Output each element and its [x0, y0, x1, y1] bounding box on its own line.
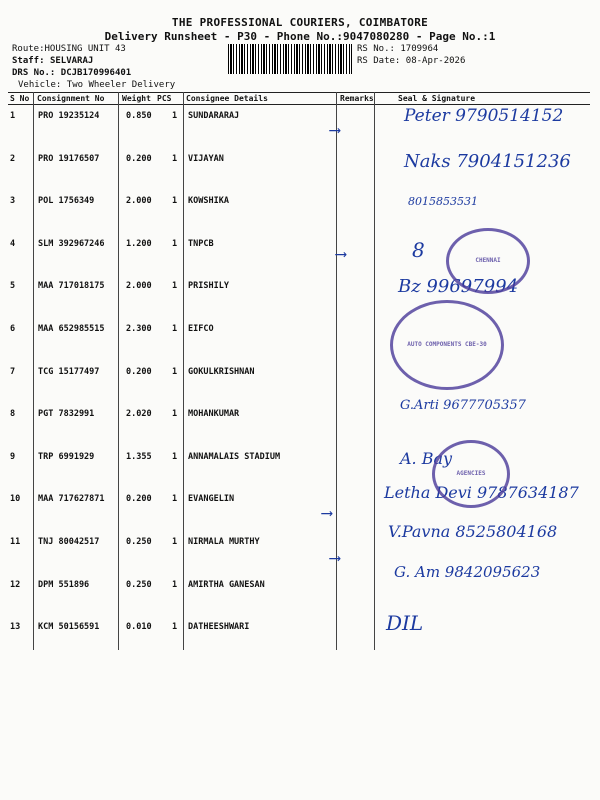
arrow-mark: ⟶ — [322, 503, 332, 522]
row-weight: 0.250 — [126, 537, 152, 547]
row-weight: 2.300 — [126, 324, 152, 334]
row-consignment: TNJ 80042517 — [38, 537, 100, 547]
row-consignment: MAA 717018175 — [38, 281, 105, 292]
row-consignment: DPM 551896 — [38, 579, 90, 590]
route-value: HOUSING UNIT 43 — [44, 44, 126, 54]
row-sno: 11 — [10, 537, 21, 547]
row-consignee: GOKULKRISHNAN — [188, 366, 255, 377]
row-pcs: 1 — [172, 153, 178, 164]
table-row — [8, 611, 590, 657]
vehicle-label: Vehicle: — [18, 80, 62, 90]
rs-no-line — [357, 44, 438, 54]
signature: V.Pavna 8525804168 — [388, 522, 558, 541]
row-pcs: 1 — [172, 409, 178, 420]
drs-label: DRS No.: — [12, 68, 56, 78]
row-weight: 2.000 — [126, 281, 152, 292]
signature: Letha Devi 9787634187 — [384, 483, 579, 503]
row-pcs: 1 — [172, 281, 178, 292]
row-sno: 4 — [10, 238, 16, 249]
row-pcs: 1 — [172, 366, 178, 377]
row-weight: 0.850 — [126, 111, 152, 121]
row-consignment: SLM 392967246 — [38, 238, 105, 249]
col-weight: Weight — [122, 94, 151, 103]
row-weight: 0.200 — [126, 153, 152, 164]
row-consignee: EVANGELIN — [188, 494, 235, 505]
col-remarks: Remarks — [340, 94, 374, 103]
row-pcs: 1 — [172, 324, 178, 334]
row-consignment: TRP 6991929 — [38, 451, 95, 462]
row-consignment: TCG 15177497 — [38, 366, 100, 377]
table-row — [8, 360, 590, 402]
table-row — [8, 104, 590, 146]
signature: Bz 99697994 — [398, 276, 519, 298]
row-consignee: EIFCO — [188, 324, 214, 334]
row-consignee: AMIRTHA GANESAN — [188, 579, 265, 590]
row-consignee: ANNAMALAIS STADIUM — [188, 451, 281, 462]
row-consignee: TNPCB — [188, 238, 214, 249]
row-consignee: PRISHILY — [188, 281, 229, 292]
row-pcs: 1 — [172, 451, 178, 462]
col-consignee: Consignee Details — [186, 94, 268, 103]
row-weight: 1.355 — [126, 451, 152, 462]
row-sno: 8 — [10, 409, 16, 420]
col-consignment: Consignment No — [37, 94, 105, 103]
table-row — [8, 147, 590, 189]
row-consignee: NIRMALA MURTHY — [188, 537, 260, 547]
row-consignment: MAA 652985515 — [38, 324, 105, 334]
rubber-stamp: AGENCIES — [432, 440, 510, 508]
col-sno: S No — [10, 94, 30, 103]
staff-value: SELVARAJ — [49, 56, 94, 66]
row-consignment: PGT 7832991 — [38, 409, 95, 420]
rs-no-value: 1709964 — [400, 44, 439, 54]
row-weight: 2.000 — [126, 196, 152, 207]
table-row — [8, 398, 590, 444]
row-consignment: PRO 19176507 — [38, 153, 100, 164]
table-row — [8, 562, 590, 615]
signature: Peter 9790514152 — [404, 106, 564, 126]
table-top-rule — [8, 92, 590, 93]
row-pcs: 1 — [172, 238, 178, 249]
row-pcs: 1 — [172, 494, 178, 505]
row-consignee: MOHANKUMAR — [188, 409, 240, 420]
row-sno: 1 — [10, 111, 16, 121]
arrow-mark: ⟶ — [336, 244, 346, 263]
drs-line — [12, 68, 131, 78]
signature: A. Bay — [400, 448, 453, 468]
route-line — [12, 44, 126, 54]
row-pcs: 1 — [172, 537, 178, 547]
row-sno: 12 — [10, 579, 21, 590]
row-consignment: PRO 19235124 — [38, 111, 100, 121]
row-pcs: 1 — [172, 196, 178, 207]
row-consignee: KOWSHIKA — [188, 196, 229, 207]
signature: 8 — [412, 237, 425, 262]
row-weight: 0.200 — [126, 494, 152, 505]
rubber-stamp: AUTO COMPONENTS CBE-30 — [390, 300, 504, 390]
vehicle-line — [18, 80, 175, 90]
arrow-mark: ⟶ — [330, 120, 340, 139]
barcode — [228, 44, 352, 74]
row-consignment: MAA 717627871 — [38, 494, 105, 505]
row-sno: 2 — [10, 153, 16, 164]
company-title: THE PROFESSIONAL COURIERS, COIMBATORE — [171, 16, 429, 29]
row-weight: 0.250 — [126, 579, 152, 590]
row-pcs: 1 — [172, 579, 178, 590]
row-consignee: VIJAYAN — [188, 153, 224, 164]
staff-line — [12, 56, 93, 66]
rs-date-label: RS Date: — [357, 56, 401, 66]
row-consignee: DATHEESHWARI — [188, 622, 250, 633]
signature: G.Arti 9677705357 — [400, 398, 526, 414]
rs-date-value: 08-Apr-2026 — [405, 56, 466, 66]
col-seal: Seal & Signature — [398, 94, 476, 103]
row-sno: 13 — [10, 622, 21, 633]
vehicle-value: Two Wheeler Delivery — [66, 80, 176, 90]
arrow-mark: ⟶ — [330, 548, 340, 567]
row-consignment: KCM 50156591 — [38, 622, 100, 633]
rubber-stamp: CHENNAI — [446, 228, 530, 294]
row-weight: 0.010 — [126, 622, 152, 633]
row-sno: 7 — [10, 366, 16, 377]
row-consignment: POL 1756349 — [38, 196, 95, 207]
row-sno: 6 — [10, 324, 16, 334]
row-sno: 10 — [10, 494, 21, 505]
row-weight: 0.200 — [126, 366, 152, 377]
row-weight: 2.020 — [126, 409, 152, 420]
row-weight: 1.200 — [126, 238, 152, 249]
col-pcs: PCS — [157, 94, 172, 103]
row-pcs: 1 — [172, 111, 178, 121]
runsheet-subtitle: Delivery Runsheet - P30 - Phone No.:9047080280 - Page No.:1 — [104, 30, 496, 43]
row-pcs: 1 — [172, 622, 178, 633]
signature: 8015853531 — [408, 195, 478, 209]
row-sno: 5 — [10, 281, 16, 292]
table-row — [8, 189, 590, 231]
row-sno: 3 — [10, 196, 16, 207]
signature: DIL — [386, 611, 424, 636]
row-sno: 9 — [10, 451, 16, 462]
rs-no-label: RS No.: — [357, 44, 395, 54]
row-consignee: SUNDARARAJ — [188, 111, 240, 121]
staff-label: Staff: — [12, 56, 45, 66]
drs-value: DCJB170996401 — [60, 68, 132, 78]
route-label: Route: — [12, 44, 45, 54]
signature: Naks 7904151236 — [404, 150, 571, 172]
rs-date-line — [357, 56, 465, 66]
signature: G. Am 9842095623 — [394, 562, 541, 581]
